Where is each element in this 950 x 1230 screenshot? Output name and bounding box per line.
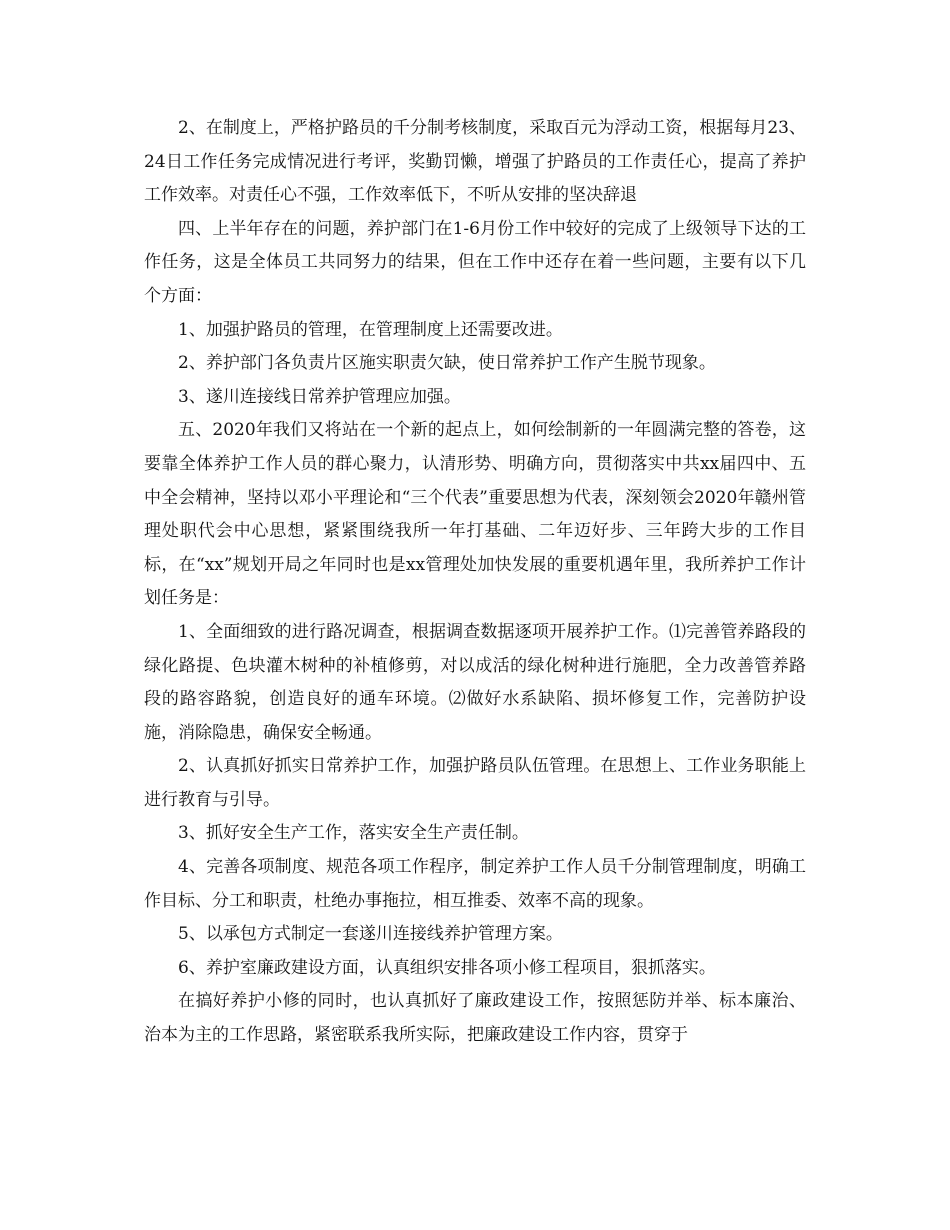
paragraph-13: 在搞好养护小修的同时，也认真抓好了廉政建设工作，按照惩防并举、标本廉治、治本为主的工作思路，紧密联系我所实际，把廉政建设工作内容，贯穿于	[144, 991, 806, 1046]
paragraph-6: 五、2020年我们又将站在一个新的起点上，如何绘制新的一年圆满完整的答卷，这要靠全体养护工作人员的群心聚力，认清形势、明确方向，贯彻落实中共xx届四中、五中全会精神，坚持以邓小平理论和“三个代表”重要思想为代表，深刻领会2020年赣州管理处职代会中心思想，紧紧围绕我所一年打基础、二年迈好步、三年跨大步的工作目标，在“xx”规划开局之年同时也是xx管理处加快发展的重要机遇年里，我所养护工作计划任务是：	[144, 420, 806, 609]
paragraph-1: 2、在制度上，严格护路员的千分制考核制度，采取百元为浮动工资，根据每月23、24日工作任务完成情况进行考评，奖勤罚懒，增强了护路员的工作责任心，提高了养护工作效率。对责任心不强，工作效率低下，不听从安排的坚决辞退	[144, 118, 806, 206]
document-page	[144, 112, 806, 1053]
paragraph-3: 1、加强护路员的管理，在管理制度上还需要改进。	[178, 319, 563, 340]
paragraph-11: 5、以承包方式制定一套遂川连接线养护管理方案。	[178, 924, 563, 945]
paragraph-5: 3、遂川连接线日常养护管理应加强。	[178, 386, 461, 407]
paragraph-9: 3、抓好安全生产工作，落实安全生产责任制。	[178, 823, 529, 844]
paragraph-2: 四、上半年存在的问题，养护部门在1-6月份工作中较好的完成了上级领导下达的工作任务，这是全体员工共同努力的结果，但在工作中还存在着一些问题，主要有以下几个方面：	[144, 218, 806, 306]
paragraph-4: 2、养护部门各负责片区施实职责欠缺，使日常养护工作产生脱节现象。	[178, 353, 716, 374]
paragraph-12: 6、养护室廉政建设方面，认真组织安排各项小修工程项目，狠抓落实。	[178, 957, 716, 978]
paragraph-7: 1、全面细致的进行路况调查，根据调查数据逐项开展养护工作。⑴完善管养路段的绿化路提、色块灌木树种的补植修剪，对以成活的绿化树种进行施肥，全力改善管养路段的路容路貌，创造良好的通车环境。⑵做好水系缺陷、损坏修复工作，完善防护设施，消除隐患，确保安全畅通。	[144, 621, 806, 743]
paragraph-8: 2、认真抓好抓实日常养护工作，加强护路员队伍管理。在思想上、工作业务职能上进行教育与引导。	[144, 756, 806, 810]
paragraph-10: 4、完善各项制度、规范各项工作程序，制定养护工作人员千分制管理制度，明确工作目标、分工和职责，杜绝办事拖拉，相互推委、效率不高的现象。	[144, 857, 806, 911]
